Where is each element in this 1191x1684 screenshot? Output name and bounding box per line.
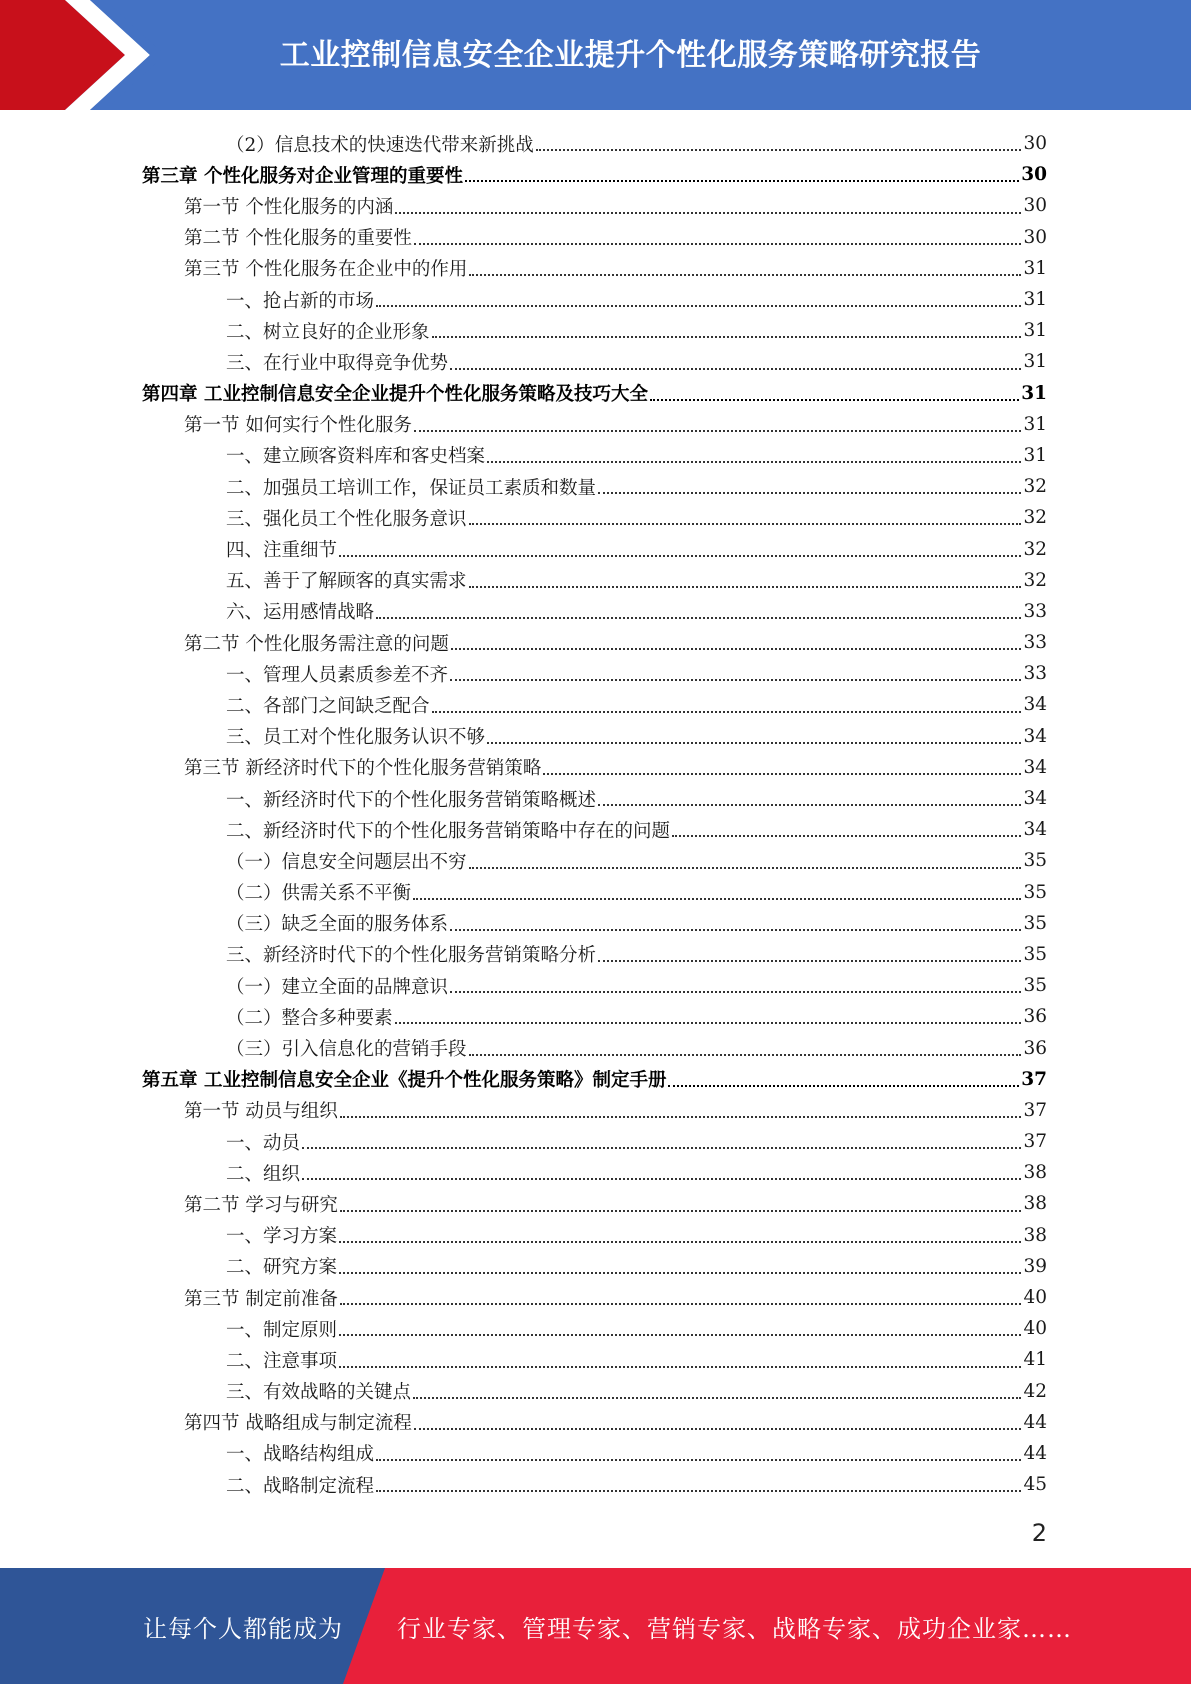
toc-entry-label: 第二节 学习与研究 [184, 1194, 338, 1216]
toc-entry-label: 二、各部门之间缺乏配合 [226, 695, 430, 717]
toc-entry-label: 第三章 个性化服务对企业管理的重要性 [142, 165, 463, 187]
toc-entry-page: 35 [1023, 881, 1047, 903]
toc-entry-label: 四、注重细节 [226, 540, 338, 562]
toc-entry-page: 34 [1023, 694, 1047, 716]
toc-entry-page: 36 [1023, 1006, 1047, 1028]
toc-entry-page: 32 [1023, 538, 1047, 560]
toc-entry-page: 33 [1023, 600, 1047, 622]
toc-entry[interactable] [0, 1095, 1191, 1126]
toc-entry[interactable] [0, 1001, 1191, 1032]
toc-entry[interactable] [0, 814, 1191, 845]
toc-entry[interactable] [0, 533, 1191, 564]
toc-entry[interactable] [0, 222, 1191, 253]
toc-dot-leader [376, 617, 1021, 619]
toc-entry-page: 30 [1023, 195, 1047, 217]
toc-entry[interactable] [0, 689, 1191, 720]
toc-entry-page: 31 [1023, 444, 1047, 466]
toc-entry[interactable] [0, 565, 1191, 596]
toc-entry-label: （一）建立全面的品牌意识 [226, 976, 449, 998]
toc-entry[interactable] [0, 471, 1191, 502]
toc-entry-label: 第一节 个性化服务的内涵 [184, 196, 394, 218]
toc-entry-label: 二、研究方案 [226, 1257, 338, 1279]
toc-entry-page: 34 [1023, 756, 1047, 778]
toc-entry[interactable] [0, 128, 1191, 159]
toc-entry-label: 六、运用感情战略 [226, 602, 375, 624]
toc-entry[interactable] [0, 1251, 1191, 1282]
toc-entry[interactable] [0, 284, 1191, 315]
toc-dot-leader [413, 1397, 1021, 1399]
toc-dot-leader [536, 149, 1022, 151]
toc-entry-page: 38 [1023, 1193, 1047, 1215]
toc-dot-leader [672, 835, 1021, 837]
toc-entry-label: 一、管理人员素质参差不齐 [226, 664, 449, 686]
toc-entry[interactable] [0, 1438, 1191, 1469]
toc-dot-leader [469, 1054, 1022, 1056]
toc-dot-leader [598, 960, 1021, 962]
toc-entry[interactable] [0, 721, 1191, 752]
toc-entry[interactable] [0, 908, 1191, 939]
toc-entry[interactable] [0, 845, 1191, 876]
toc-entry[interactable] [0, 1376, 1191, 1407]
toc-entry[interactable] [0, 939, 1191, 970]
toc-entry-label: 三、在行业中取得竞争优势 [226, 352, 449, 374]
toc-entry[interactable] [0, 627, 1191, 658]
toc-entry-page: 37 [1021, 1068, 1047, 1090]
toc-entry-page: 40 [1023, 1287, 1047, 1309]
toc-entry[interactable] [0, 1126, 1191, 1157]
toc-entry-label: （三）引入信息化的营销手段 [226, 1039, 467, 1061]
toc-dot-leader [432, 711, 1022, 713]
toc-dot-leader [450, 679, 1021, 681]
toc-dot-leader [339, 1272, 1021, 1274]
toc-entry[interactable] [0, 1157, 1191, 1188]
toc-entry-label: 一、建立顾客资料库和客史档案 [226, 446, 486, 468]
toc-entry-page: 37 [1023, 1131, 1047, 1153]
toc-entry-page: 31 [1023, 351, 1047, 373]
toc-entry-page: 39 [1023, 1255, 1047, 1277]
toc-entry-label: （二）整合多种要素 [226, 1007, 393, 1029]
toc-entry-label: （2）信息技术的快速迭代带来新挑战 [226, 134, 534, 156]
toc-entry[interactable] [0, 596, 1191, 627]
toc-entry-label: （一）信息安全问题层出不穷 [226, 851, 467, 873]
toc-entry-page: 35 [1023, 975, 1047, 997]
page-header [0, 0, 1191, 111]
toc-entry-label: 五、善于了解顾客的真实需求 [226, 571, 467, 593]
toc-entry-label: 第四节 战略组成与制定流程 [184, 1413, 412, 1435]
toc-entry[interactable] [0, 1220, 1191, 1251]
toc-entry[interactable] [0, 1313, 1191, 1344]
toc-entry-page: 31 [1023, 413, 1047, 435]
toc-entry-page: 35 [1023, 912, 1047, 934]
toc-entry-page: 33 [1023, 663, 1047, 685]
toc-dot-leader [598, 492, 1021, 494]
toc-entry-label: 一、战略结构组成 [226, 1444, 375, 1466]
toc-entry-page: 32 [1023, 507, 1047, 529]
toc-dot-leader [668, 1085, 1019, 1087]
toc-entry-page: 36 [1023, 1037, 1047, 1059]
toc-dot-leader [340, 1116, 1022, 1118]
toc-entry-label: 第三节 制定前准备 [184, 1288, 338, 1310]
toc-entry-label: 第二节 个性化服务需注意的问题 [184, 633, 449, 655]
toc-entry-label: 一、动员 [226, 1132, 301, 1154]
toc-entry-page: 44 [1023, 1442, 1047, 1464]
toc-entry-page: 34 [1023, 725, 1047, 747]
toc-entry-page: 40 [1023, 1318, 1047, 1340]
toc-dot-leader [450, 991, 1021, 993]
toc-entry-page: 30 [1023, 226, 1047, 248]
toc-entry-page: 42 [1023, 1380, 1047, 1402]
toc-entry-label: 第二节 个性化服务的重要性 [184, 228, 412, 250]
toc-entry-label: 三、有效战略的关键点 [226, 1382, 412, 1404]
toc-entry-label: 一、新经济时代下的个性化服务营销策略概述 [226, 789, 597, 811]
toc-entry-label: 二、新经济时代下的个性化服务营销策略中存在的问题 [226, 820, 671, 842]
toc-entry-page: 45 [1023, 1474, 1047, 1496]
toc-dot-leader [339, 1241, 1021, 1243]
toc-entry-page: 38 [1023, 1162, 1047, 1184]
toc-entry-label: 第三节 个性化服务在企业中的作用 [184, 259, 468, 281]
toc-dot-leader [414, 243, 1022, 245]
toc-entry[interactable] [0, 190, 1191, 221]
toc-dot-leader [302, 1178, 1021, 1180]
toc-entry-label: 二、加强员工培训工作，保证员工素质和数量 [226, 477, 597, 499]
toc-entry-label: 第三节 新经济时代下的个性化服务营销策略 [184, 758, 542, 780]
toc-entry[interactable] [0, 1469, 1191, 1500]
page-number: 2 [1031, 1519, 1047, 1547]
toc-dot-leader [376, 1490, 1021, 1492]
toc-dot-leader [302, 1147, 1021, 1149]
toc-dot-leader [414, 430, 1022, 432]
toc-dot-leader [487, 461, 1021, 463]
toc-dot-leader [340, 1303, 1022, 1305]
toc-dot-leader [339, 1366, 1021, 1368]
toc-entry-label: 二、树立良好的企业形象 [226, 321, 430, 343]
toc-entry-label: 第五章 工业控制信息安全企业《提升个性化服务策略》制定手册 [142, 1070, 667, 1092]
toc-entry-label: （三）缺乏全面的服务体系 [226, 914, 449, 936]
toc-entry-label: 二、组织 [226, 1163, 301, 1185]
toc-entry[interactable] [0, 752, 1191, 783]
toc-entry-page: 31 [1023, 320, 1047, 342]
toc-entry-label: 一、学习方案 [226, 1226, 338, 1248]
toc-entry-page: 37 [1023, 1099, 1047, 1121]
toc-entry[interactable] [0, 1188, 1191, 1219]
toc-dot-leader [395, 1022, 1022, 1024]
toc-entry-label: 二、战略制定流程 [226, 1475, 375, 1497]
toc-entry[interactable] [0, 1282, 1191, 1313]
toc-entry[interactable] [0, 1407, 1191, 1438]
toc-entry-page: 41 [1023, 1349, 1047, 1371]
toc-entry[interactable] [0, 1344, 1191, 1375]
toc-entry[interactable] [0, 658, 1191, 689]
toc-entry-page: 35 [1023, 943, 1047, 965]
toc-entry[interactable] [0, 159, 1191, 190]
toc-dot-leader [450, 929, 1021, 931]
toc-dot-leader [376, 1459, 1021, 1461]
toc-entry-label: 三、强化员工个性化服务意识 [226, 508, 467, 530]
toc-entry-page: 44 [1023, 1411, 1047, 1433]
toc-entry-page: 35 [1023, 850, 1047, 872]
toc-entry-label: （二）供需关系不平衡 [226, 883, 412, 905]
toc-entry-page: 31 [1021, 382, 1047, 404]
toc-entry[interactable] [0, 253, 1191, 284]
toc-entry-label: 一、制定原则 [226, 1319, 338, 1341]
toc-dot-leader [451, 648, 1022, 650]
toc-dot-leader [395, 212, 1021, 214]
document-title: 工业控制信息安全企业提升个性化服务策略研究报告 [279, 37, 982, 73]
footer-slogan-left: 让每个人都能成为 [143, 1614, 343, 1643]
toc-dot-leader [339, 555, 1021, 557]
toc-entry[interactable] [0, 440, 1191, 471]
toc-entry-page: 31 [1023, 257, 1047, 279]
toc-entry[interactable] [0, 1032, 1191, 1063]
toc-dot-leader [432, 336, 1022, 338]
toc-dot-leader [543, 773, 1021, 775]
toc-entry-label: 三、员工对个性化服务认识不够 [226, 727, 486, 749]
toc-entry[interactable] [0, 783, 1191, 814]
toc-entry-label: 二、注意事项 [226, 1350, 338, 1372]
toc-entry[interactable] [0, 877, 1191, 908]
toc-entry-label: 第一节 如何实行个性化服务 [184, 415, 412, 437]
toc-entry-page: 30 [1023, 133, 1047, 155]
toc-entry-page: 34 [1023, 788, 1047, 810]
toc-dot-leader [487, 742, 1021, 744]
toc-entry-page: 33 [1023, 632, 1047, 654]
toc-dot-leader [469, 867, 1022, 869]
toc-entry[interactable] [0, 502, 1191, 533]
toc-dot-leader [469, 523, 1022, 525]
toc-dot-leader [450, 368, 1021, 370]
toc-dot-leader [469, 274, 1021, 276]
toc-dot-leader [598, 804, 1021, 806]
toc-entry-page: 30 [1021, 164, 1047, 186]
toc-entry[interactable] [0, 378, 1191, 409]
toc-entry[interactable] [0, 346, 1191, 377]
toc-dot-leader [414, 1428, 1022, 1430]
toc-entry-page: 31 [1023, 289, 1047, 311]
toc-dot-leader [413, 898, 1021, 900]
toc-entry-page: 34 [1023, 819, 1047, 841]
toc-dot-leader [340, 1210, 1022, 1212]
toc-entry[interactable] [0, 409, 1191, 440]
toc-entry-page: 32 [1023, 476, 1047, 498]
page-footer [0, 1568, 1191, 1684]
toc-dot-leader [339, 1334, 1021, 1336]
toc-dot-leader [465, 180, 1019, 182]
toc-entry-page: 32 [1023, 569, 1047, 591]
toc-entry-label: 三、新经济时代下的个性化服务营销策略分析 [226, 945, 597, 967]
toc-entry[interactable] [0, 1064, 1191, 1095]
toc-entry[interactable] [0, 970, 1191, 1001]
footer-slogan-right: 行业专家、管理专家、营销专家、战略专家、成功企业家…… [397, 1614, 1072, 1643]
toc-dot-leader [376, 305, 1021, 307]
toc-entry-label: 第四章 工业控制信息安全企业提升个性化服务策略及技巧大全 [142, 384, 648, 406]
toc-dot-leader [650, 399, 1019, 401]
toc-entry[interactable] [0, 315, 1191, 346]
toc-entry-label: 一、抢占新的市场 [226, 290, 375, 312]
table-of-contents [0, 128, 1191, 1500]
toc-entry-page: 38 [1023, 1224, 1047, 1246]
toc-entry-label: 第一节 动员与组织 [184, 1101, 338, 1123]
toc-dot-leader [469, 586, 1022, 588]
